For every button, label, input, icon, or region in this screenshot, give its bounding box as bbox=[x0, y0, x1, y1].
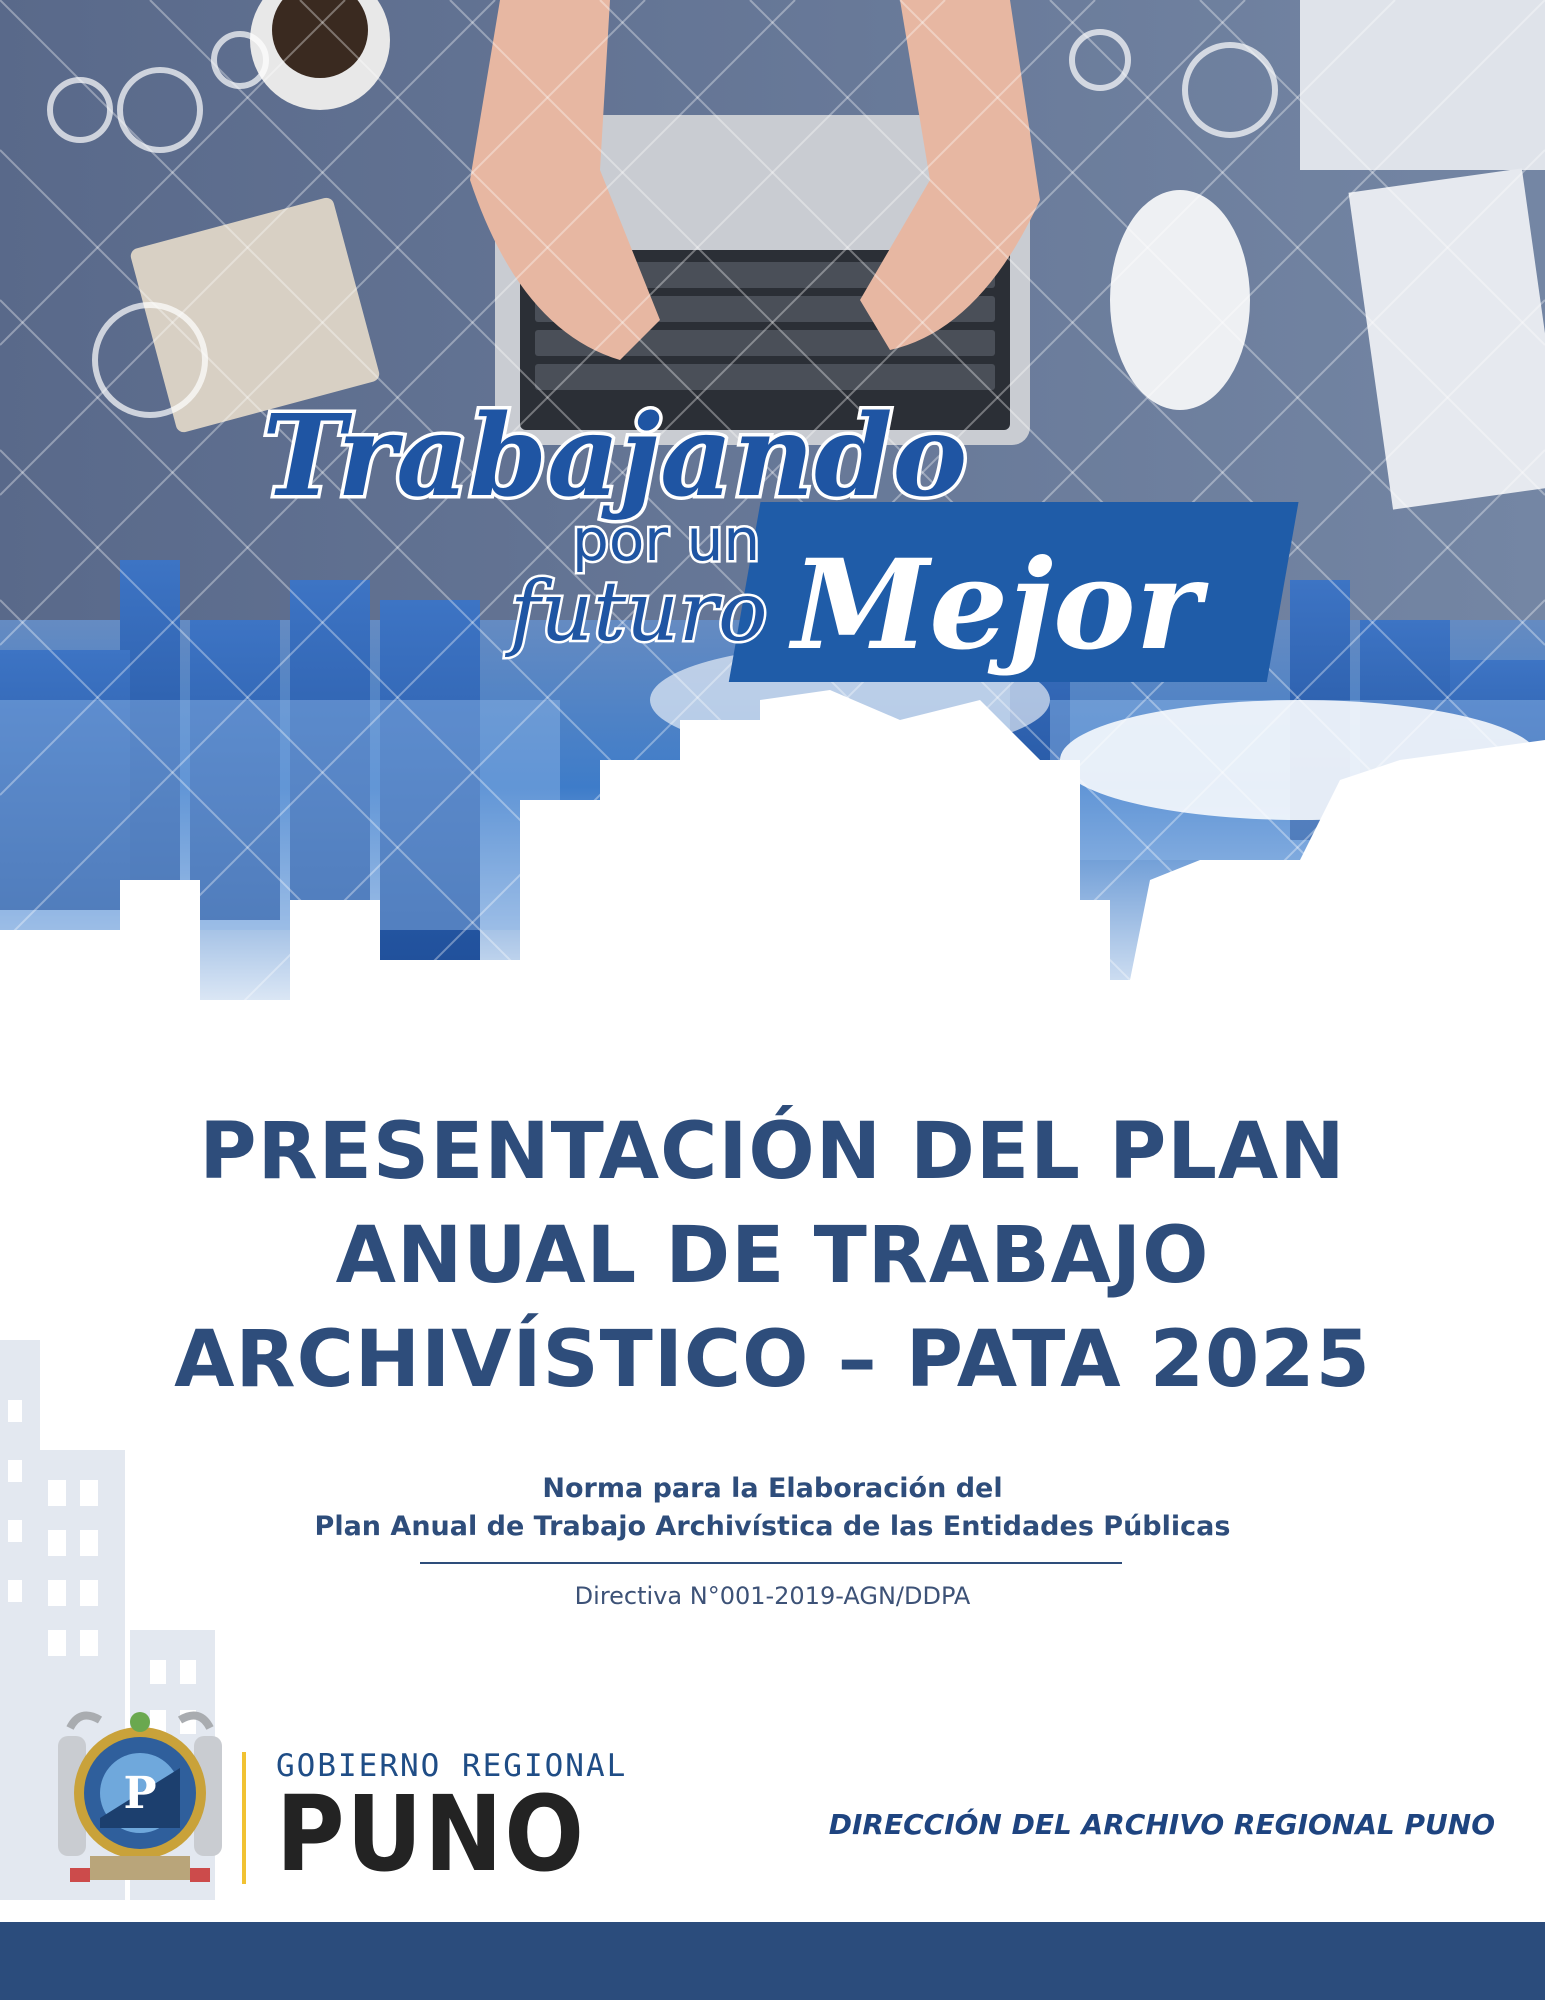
regional-seal-icon bbox=[50, 1708, 230, 1888]
slogan-line2: por un bbox=[572, 506, 761, 574]
org-name-line1: GOBIERNO REGIONAL bbox=[276, 1748, 628, 1784]
document-title bbox=[0, 1100, 1545, 1412]
title-line2: ANUAL DE TRABAJO bbox=[335, 1211, 1210, 1301]
svg-text:P: P bbox=[123, 1768, 157, 1819]
title-line1: PRESENTACIÓN DEL PLAN bbox=[199, 1107, 1346, 1197]
department-name: DIRECCIÓN DEL ARCHIVO REGIONAL PUNO bbox=[828, 1808, 1495, 1841]
document-subtitle bbox=[0, 1470, 1545, 1546]
slogan-highlight: Mejor bbox=[792, 533, 1202, 678]
slogan-line3: futuro bbox=[510, 565, 768, 660]
mouse bbox=[1110, 190, 1250, 410]
subtitle-line1: Norma para la Elaboración del bbox=[542, 1473, 1003, 1504]
paper-stack bbox=[1300, 0, 1545, 170]
footer-band bbox=[0, 1922, 1545, 2000]
divider bbox=[420, 1562, 1122, 1564]
slogan-line1: Trabajando bbox=[262, 391, 968, 522]
org-name-line2: PUNO bbox=[276, 1773, 586, 1895]
title-line3: ARCHIVÍSTICO – PATA 2025 bbox=[174, 1315, 1371, 1405]
directive-reference: Directiva N°001-2019-AGN/DDPA bbox=[574, 1582, 971, 1610]
logo-divider bbox=[242, 1752, 246, 1884]
subtitle-line2: Plan Anual de Trabajo Archivística de las Entidades Públicas bbox=[314, 1511, 1231, 1542]
